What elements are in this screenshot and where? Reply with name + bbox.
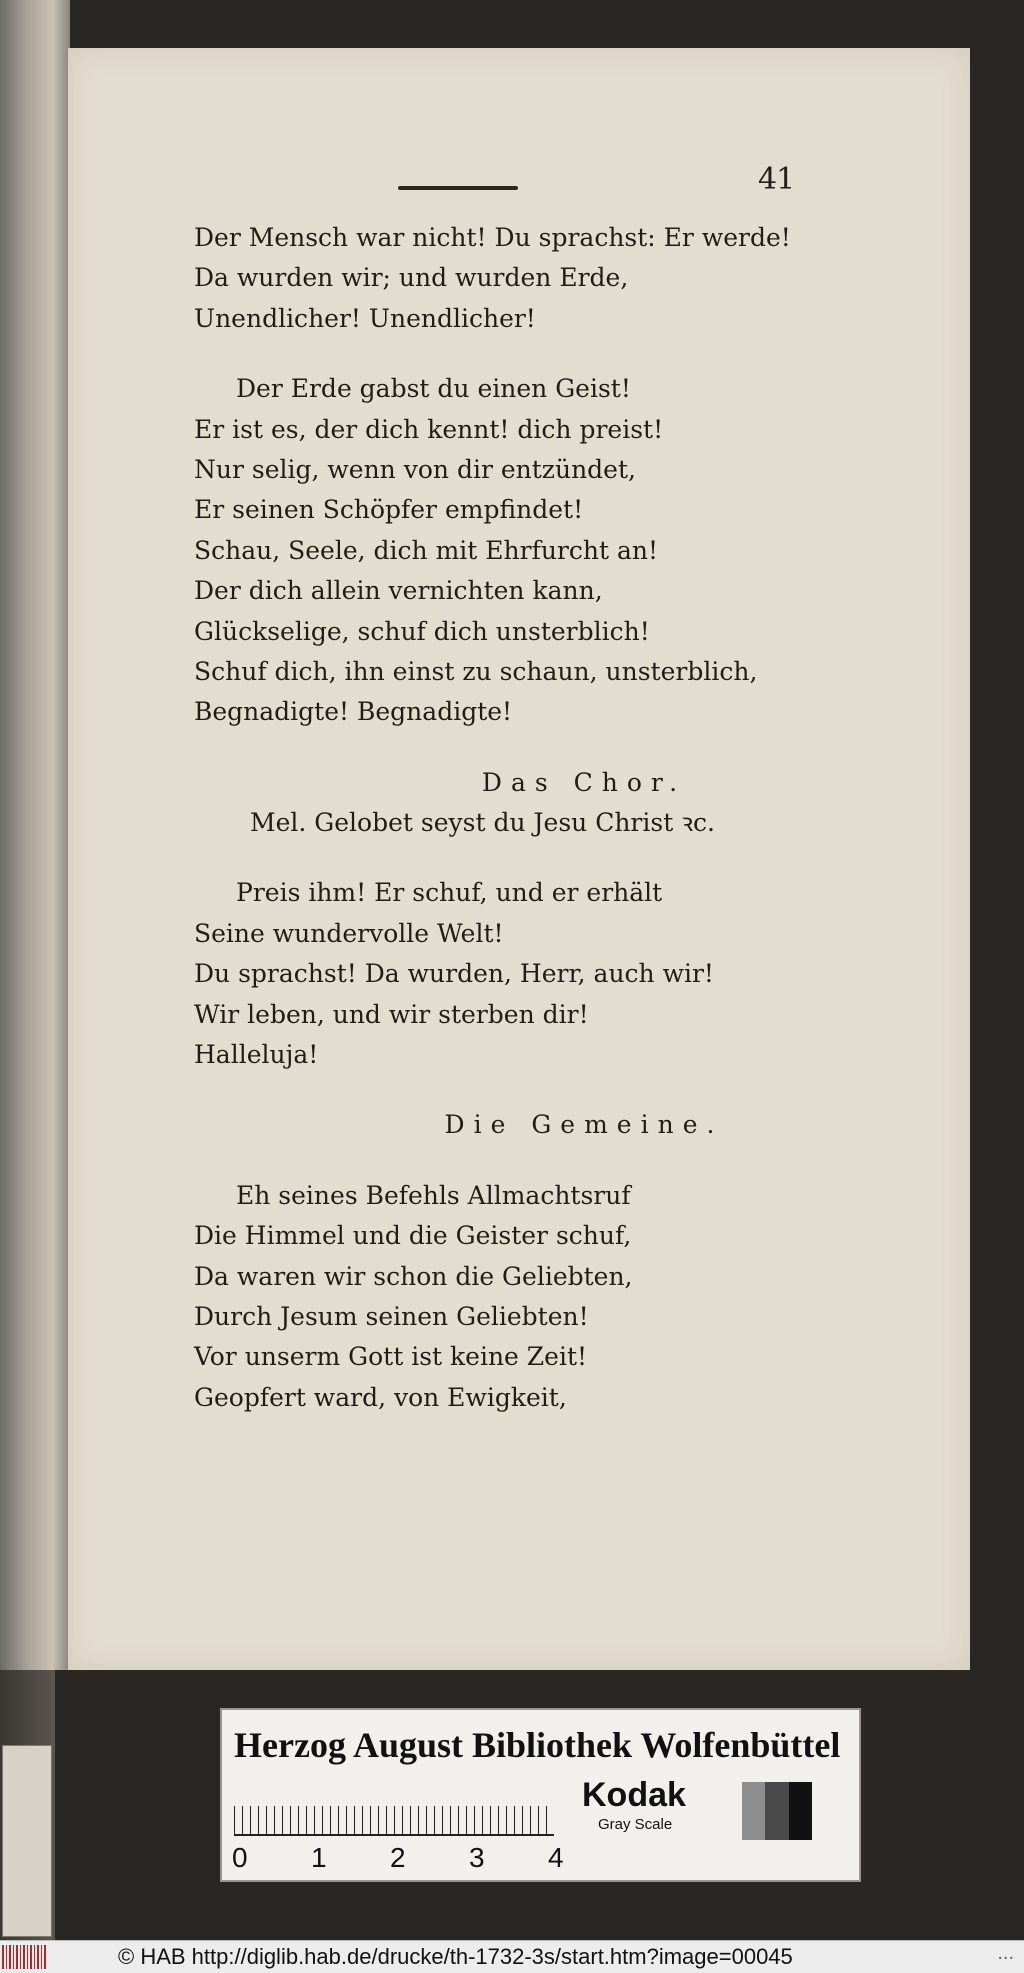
text-line: Er ist es, der dich kennt! dich preist! (194, 414, 664, 444)
library-title: Herzog August Bibliothek Wolfenbüttel (234, 1725, 841, 1765)
text-line: Halleluja! (194, 1040, 319, 1070)
text-line: Da waren wir schon die Geliebten, (194, 1261, 633, 1291)
stanza-gap (194, 1075, 914, 1105)
ruler-number: 3 (469, 1842, 485, 1873)
text-line: Schau, Seele, dich mit Ehrfurcht an! (194, 535, 659, 565)
poem-text (194, 218, 914, 1418)
text-line: Da wurden wir; und wurden Erde, (194, 263, 629, 293)
adjacent-page-edge (0, 0, 70, 1670)
ruler-number: 2 (390, 1842, 406, 1873)
color-target-card (220, 1708, 861, 1882)
viewer-footer (0, 1940, 1024, 1973)
gray-swatch (789, 1782, 812, 1840)
section-heading: Die Gemeine. (444, 1110, 724, 1140)
header-rule (398, 186, 518, 190)
hab-logo-icon (2, 1945, 46, 1969)
kodak-logo: Kodak (582, 1776, 686, 1814)
gray-swatch (742, 1782, 765, 1840)
more-icon[interactable]: ... (997, 1942, 1014, 1964)
page-number: 41 (758, 162, 795, 197)
text-line: Der Erde gabst du einen Geist! (236, 374, 631, 404)
text-line: Mel. Gelobet seyst du Jesu Christ ꝛc. (250, 808, 715, 838)
text-line: Durch Jesum seinen Geliebten! (194, 1301, 589, 1331)
text-line: Begnadigte! Begnadigte! (194, 697, 513, 727)
text-line: Der dich allein vernichten kann, (194, 576, 603, 606)
gray-scale-label: Gray Scale (598, 1816, 673, 1833)
text-line: Preis ihm! Er schuf, und er erhält (236, 878, 663, 908)
text-line: Wir leben, und wir sterben dir! (194, 999, 589, 1029)
stanza-gap (194, 1146, 914, 1176)
stanza-gap (194, 843, 914, 873)
text-line: Vor unserm Gott ist keine Zeit! (194, 1342, 588, 1372)
text-line: Er seinen Schöpfer empfindet! (194, 495, 584, 525)
gray-swatches (742, 1782, 812, 1840)
footer-url[interactable]: © HAB http://diglib.hab.de/drucke/th-1732-3s/start.htm?image=00045 (118, 1944, 793, 1969)
ruler-number: 4 (548, 1842, 564, 1873)
section-heading: Das Chor. (481, 767, 687, 797)
ruler-number: 1 (311, 1842, 327, 1873)
stanza-gap (194, 733, 914, 763)
text-line: Geopfert ward, von Ewigkeit, (194, 1382, 567, 1412)
text-line: Unendlicher! Unendlicher! (194, 303, 536, 333)
text-line: Du sprachst! Da wurden, Herr, auch wir! (194, 959, 714, 989)
text-line: Nur selig, wenn von dir entzündet, (194, 454, 636, 484)
text-line: Seine wundervolle Welt! (194, 918, 504, 948)
book-page (68, 48, 970, 1670)
text-line: Glückselige, schuf dich unsterblich! (194, 616, 650, 646)
ruler-number: 0 (232, 1842, 248, 1873)
stanza-gap (194, 339, 914, 369)
text-line: Eh seines Befehls Allmachtsruf (236, 1180, 631, 1210)
text-line: Die Himmel und die Geister schuf, (194, 1221, 632, 1251)
text-line: Schuf dich, ihn einst zu schaun, unsterblich, (194, 656, 758, 686)
spine-label (2, 1745, 52, 1937)
scale-ruler (234, 1782, 554, 1836)
text-line: Der Mensch war nicht! Du sprachst: Er werde! (194, 223, 791, 252)
gray-swatch (765, 1782, 788, 1840)
